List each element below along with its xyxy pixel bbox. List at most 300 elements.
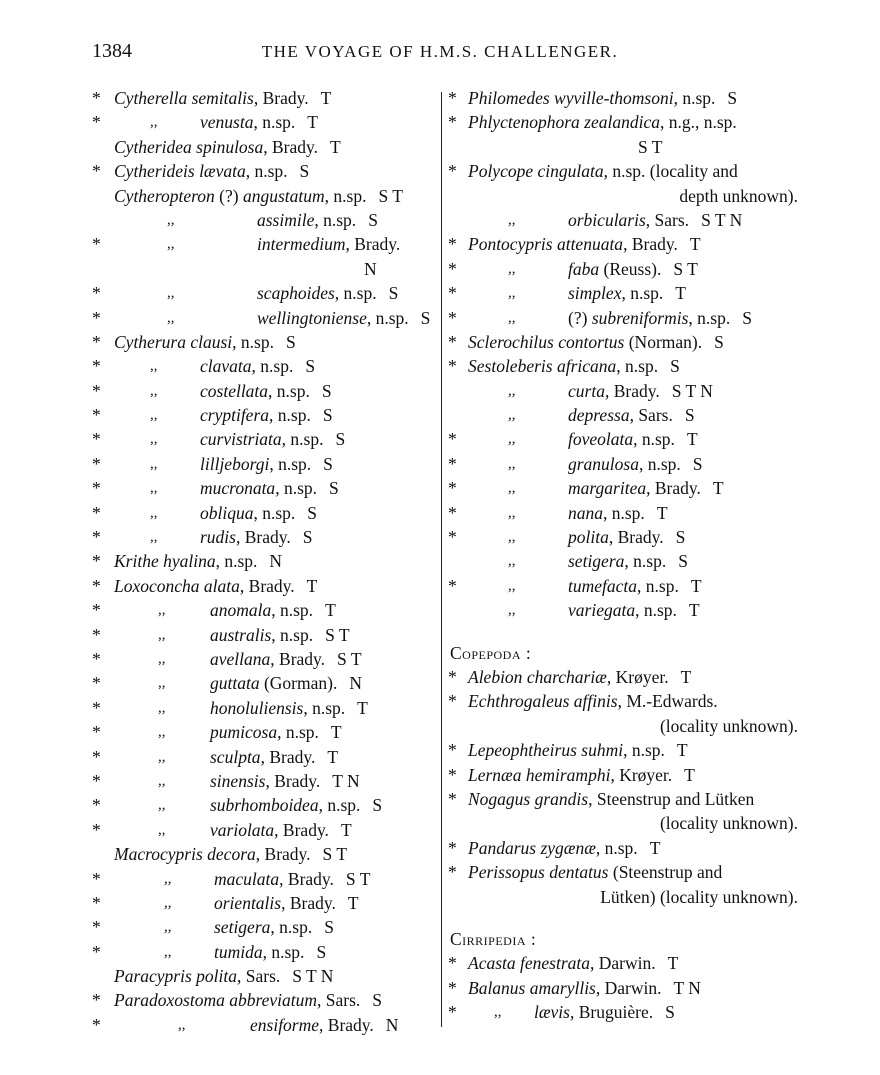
author-text: (Reuss). <box>599 258 662 279</box>
entry-text <box>210 793 382 817</box>
ditto-mark: ,, <box>158 821 166 838</box>
station-code: N <box>349 673 362 694</box>
species-name: setigera <box>214 917 271 938</box>
asterisk-mark: * <box>92 795 101 816</box>
list-item <box>92 988 437 1012</box>
author-text: , Sars. <box>629 405 673 426</box>
station-code: S <box>307 502 318 523</box>
asterisk-mark: * <box>448 1002 457 1023</box>
list-item <box>92 525 437 549</box>
author-text: , n.sp. <box>271 624 314 645</box>
author-text: , n.sp. <box>232 331 274 352</box>
ditto-mark: ,, <box>508 285 516 302</box>
entry-text <box>257 281 398 305</box>
ditto-mark: ,, <box>150 504 158 521</box>
species-name: attenuata <box>556 234 624 255</box>
station-code: N <box>269 551 283 572</box>
entry-text <box>468 951 678 975</box>
species-name: polita <box>196 966 237 987</box>
species-name: variegata <box>568 600 636 621</box>
station-code: N <box>385 1014 399 1035</box>
ditto-mark: ,, <box>508 309 516 326</box>
species-name: affinis <box>573 691 618 712</box>
genus-name: Echthrogaleus <box>468 691 570 712</box>
station-code: T <box>330 136 341 157</box>
station-code: S <box>714 331 724 352</box>
author-text: , n.sp. <box>673 88 716 108</box>
list-item <box>448 714 798 738</box>
list-item <box>448 574 798 598</box>
asterisk-mark: * <box>448 764 457 785</box>
entry-text <box>114 964 333 988</box>
species-name: clausi <box>190 331 233 352</box>
list-item <box>448 135 798 159</box>
species-name: hemiramphi <box>525 764 611 785</box>
genus-name: Lepeophtheirus <box>468 740 577 761</box>
ditto-mark: ,, <box>508 553 516 570</box>
query-mark: (?) <box>568 307 592 328</box>
continuation-text: Lütken) (locality unknown). <box>600 886 798 907</box>
list-item <box>448 354 798 378</box>
ditto-mark: ,, <box>158 772 166 789</box>
entry-text <box>568 525 685 549</box>
author-text: , n.sp. <box>275 478 317 499</box>
species-name: tumida <box>214 941 263 962</box>
entry-text <box>210 623 350 647</box>
species-name: wellingtoniense <box>257 307 367 328</box>
entry-text <box>214 891 359 915</box>
station-code: S T N <box>292 966 334 987</box>
list-item <box>448 427 798 451</box>
entry-text <box>468 787 754 811</box>
continuation-text: (locality unknown). <box>659 715 798 736</box>
list-item <box>92 671 437 695</box>
asterisk-mark: * <box>448 283 457 304</box>
list-item <box>92 330 437 354</box>
species-name: angustatum <box>242 185 325 206</box>
entry-text <box>568 501 668 525</box>
species-name: decora <box>207 844 256 865</box>
species-name: cryptifera <box>200 405 270 426</box>
entry-text <box>568 403 695 427</box>
station-code: S <box>670 356 680 377</box>
station-code: S <box>692 453 703 474</box>
author-text: , Brady. <box>239 575 295 596</box>
entry-text <box>200 354 315 378</box>
asterisk-mark: * <box>92 502 101 523</box>
author-text: , Brady. <box>608 527 664 548</box>
station-code: T <box>676 740 688 761</box>
list-item <box>92 184 437 208</box>
asterisk-mark: * <box>92 600 101 621</box>
ditto-mark: ,, <box>508 577 516 594</box>
entry-text <box>210 696 368 720</box>
list-item <box>92 720 437 744</box>
species-name: subreniformis <box>591 307 689 328</box>
list-item <box>448 909 798 927</box>
entry-text <box>468 689 718 713</box>
list-item <box>448 623 798 641</box>
ditto-mark: ,, <box>508 602 516 619</box>
genus-name: Lernæa <box>468 764 522 785</box>
list-item <box>92 403 437 427</box>
entry-text <box>468 836 660 860</box>
species-name: semitalis <box>191 88 254 108</box>
station-code: T <box>688 600 700 621</box>
entry-text <box>568 427 698 451</box>
station-code: S <box>323 453 333 474</box>
station-code: N <box>364 258 377 279</box>
genus-name: Krithe <box>114 551 159 572</box>
asterisk-mark: * <box>448 953 457 974</box>
asterisk-mark: * <box>448 691 457 712</box>
list-item <box>92 549 437 573</box>
list-item <box>92 842 437 866</box>
genus-name: Polycope <box>468 161 534 182</box>
station-code: S <box>368 209 378 230</box>
species-name: maculata <box>214 868 280 889</box>
author-text: , Sars. <box>317 990 361 1011</box>
station-code: S <box>665 1002 675 1023</box>
list-item <box>448 476 798 500</box>
author-text: , n.sp. (locality and <box>603 161 738 182</box>
asterisk-mark: * <box>92 575 101 596</box>
author-text: , n.sp. <box>245 161 288 182</box>
ditto-mark: ,, <box>158 699 166 716</box>
species-name: costellata <box>200 380 269 401</box>
author-text: , Sars. <box>645 209 690 230</box>
entry-text <box>600 885 798 909</box>
station-code: T <box>327 746 339 767</box>
list-item <box>448 598 798 622</box>
asterisk-mark: * <box>92 648 101 669</box>
entry-text <box>114 86 331 110</box>
asterisk-mark: * <box>448 788 457 809</box>
page-header <box>0 40 880 70</box>
ditto-mark: ,, <box>158 797 166 814</box>
list-item <box>92 1013 437 1037</box>
author-text: , n.sp. <box>623 740 665 761</box>
station-code: S <box>684 405 695 426</box>
genus-name: Alebion <box>468 666 523 687</box>
asterisk-mark: * <box>448 502 457 523</box>
author-text: , Brady. <box>279 868 334 889</box>
species-name: mucronata <box>200 478 276 499</box>
species-name: fenestrata <box>520 953 591 974</box>
list-item <box>448 689 798 713</box>
list-item <box>448 208 798 232</box>
author-text: , Brady. <box>255 844 311 865</box>
genus-name: Nogagus <box>468 788 531 809</box>
entry-text <box>468 738 688 762</box>
ditto-mark: ,, <box>167 309 175 326</box>
species-name: sinensis <box>210 770 266 791</box>
author-text: , n.sp. <box>624 551 667 572</box>
station-code: T <box>325 600 336 621</box>
species-name: cingulata <box>537 161 604 182</box>
ditto-mark: ,, <box>508 504 516 521</box>
entry-text <box>114 135 341 159</box>
species-name: foveolata <box>568 429 634 450</box>
species-name: charchariæ <box>526 666 607 687</box>
asterisk-mark: * <box>448 527 457 548</box>
ditto-mark: ,, <box>150 529 158 546</box>
author-text: , n.sp. <box>251 356 294 377</box>
ditto-mark: ,, <box>158 626 166 643</box>
asterisk-mark: * <box>448 862 457 883</box>
entry-text <box>660 811 798 835</box>
ditto-mark: ,, <box>150 358 158 375</box>
entry-text <box>568 306 752 330</box>
station-code: S T <box>673 258 698 279</box>
asterisk-mark: * <box>448 977 457 998</box>
asterisk-mark: * <box>92 380 101 401</box>
entry-text <box>468 665 691 689</box>
list-item <box>448 257 798 281</box>
asterisk-mark: * <box>448 88 457 108</box>
asterisk-mark: * <box>92 819 101 840</box>
asterisk-mark: * <box>448 258 457 279</box>
author-text: , n.sp. <box>268 380 310 401</box>
author-text: , n.g., n.sp. <box>659 112 737 133</box>
asterisk-mark: * <box>92 478 101 499</box>
genus-name: Paradoxostoma <box>114 990 225 1011</box>
entry-text <box>200 403 333 427</box>
species-name: lilljeborgi <box>200 453 270 474</box>
continuation-text: depth unknown). <box>679 185 798 206</box>
entry-text <box>114 549 282 573</box>
station-code: S <box>329 478 339 499</box>
list-item <box>448 976 798 1000</box>
genus-name: Sestoleberis <box>468 356 553 377</box>
asterisk-mark: * <box>92 673 101 694</box>
author-text: , n.sp. <box>688 307 731 328</box>
species-name: depressa <box>568 405 630 426</box>
entry-text <box>568 549 688 573</box>
station-code: S <box>742 307 752 328</box>
station-code: S <box>299 161 310 182</box>
entry-text <box>468 232 701 256</box>
author-text: , Brady. <box>235 527 291 548</box>
author-text: , n.sp. <box>269 453 312 474</box>
list-item <box>92 86 437 110</box>
entry-text <box>114 184 403 208</box>
author-text: , n.sp. <box>633 429 675 450</box>
ditto-mark: ,, <box>150 382 158 399</box>
station-code: S <box>321 380 332 401</box>
entry-text <box>257 306 430 330</box>
station-code: S <box>675 527 686 548</box>
author-text: , n.sp. <box>318 795 361 816</box>
list-item <box>92 769 437 793</box>
ditto-mark: ,, <box>494 1004 502 1021</box>
station-code: T N <box>673 977 701 998</box>
station-code: S <box>285 331 296 352</box>
entry-text <box>200 501 317 525</box>
species-name: australis <box>210 624 272 645</box>
genus-name: Pontocypris <box>468 234 553 255</box>
genus-name: Perissopus <box>468 862 545 883</box>
ditto-mark: ,, <box>508 211 516 228</box>
species-name: honoluliensis <box>210 697 304 718</box>
entry-text <box>568 281 686 305</box>
genus-name: Cytherella <box>114 88 188 108</box>
station-code: T <box>320 88 332 108</box>
entry-text <box>568 379 713 403</box>
list-item <box>92 452 437 476</box>
species-name: scaphoides <box>257 283 335 304</box>
species-name: lævis <box>534 1002 570 1023</box>
entry-text <box>257 232 400 256</box>
ditto-mark: ,, <box>164 943 172 960</box>
species-name: lævata <box>199 161 246 182</box>
list-item <box>92 793 437 817</box>
asterisk-mark: * <box>448 356 457 377</box>
entry-text <box>200 476 339 500</box>
list-item <box>92 501 437 525</box>
author-text: , n.sp. <box>262 941 305 962</box>
species-name: grandis <box>534 788 589 809</box>
asterisk-mark: * <box>92 990 101 1011</box>
station-code: T <box>347 892 359 913</box>
entry-text <box>210 745 338 769</box>
author-text: , Krøyer. <box>606 666 669 687</box>
entry-text <box>534 1000 675 1024</box>
genus-name: Pandarus <box>468 837 537 858</box>
list-item <box>448 549 798 573</box>
station-code: T <box>330 722 342 743</box>
ditto-mark: ,, <box>508 382 516 399</box>
entry-text <box>468 354 680 378</box>
station-code: S T <box>638 136 663 157</box>
ditto-mark: ,, <box>158 650 166 667</box>
asterisk-mark: * <box>92 429 101 450</box>
author-text: , Bruguière. <box>569 1002 654 1023</box>
continuation-text: (locality unknown). <box>659 813 798 834</box>
station-code: S <box>388 283 399 304</box>
asterisk-mark: * <box>448 740 457 761</box>
ditto-mark: ,, <box>158 675 166 692</box>
entry-text <box>200 427 345 451</box>
author-text: , Brady. <box>274 819 329 840</box>
asterisk-mark: * <box>448 837 457 858</box>
species-name: intermedium <box>257 234 346 255</box>
asterisk-mark: * <box>92 941 101 962</box>
asterisk-mark: * <box>92 161 101 182</box>
species-name: anomala <box>210 600 272 621</box>
species-name: setigera <box>568 551 625 572</box>
station-code: T <box>340 819 352 840</box>
species-name: polita <box>568 527 609 548</box>
entry-text <box>210 818 352 842</box>
list-item <box>92 891 437 915</box>
entry-text <box>200 110 318 134</box>
entry-text <box>250 1013 398 1037</box>
ditto-mark: ,, <box>508 455 516 472</box>
asterisk-mark: * <box>92 892 101 913</box>
entry-text <box>568 476 724 500</box>
entry-text <box>468 860 722 884</box>
station-code: T <box>675 283 686 304</box>
asterisk-mark: * <box>92 917 101 938</box>
list-item <box>92 940 437 964</box>
species-name: spinulosa <box>196 136 264 157</box>
asterisk-mark: * <box>92 770 101 791</box>
list-item <box>448 860 798 884</box>
ditto-mark: ,, <box>508 260 516 277</box>
list-item <box>92 818 437 842</box>
list-item <box>92 354 437 378</box>
author-text: , n.sp. <box>334 283 377 304</box>
asterisk-mark: * <box>448 478 457 499</box>
ditto-mark: ,, <box>150 407 158 424</box>
list-item <box>448 232 798 256</box>
author-text: , n.sp. <box>621 283 664 304</box>
species-name: wyville-thomsoni <box>554 88 674 108</box>
entry-text <box>468 763 695 787</box>
section-heading: Copepoda : <box>450 642 532 663</box>
station-code: T <box>357 697 368 718</box>
author-text: , n.sp. <box>269 405 311 426</box>
species-name: ensiforme <box>250 1014 320 1035</box>
species-name: rudis <box>200 527 236 548</box>
species-name: contortus <box>558 331 625 352</box>
entry-text <box>114 159 309 183</box>
author-text: , n.sp. <box>253 112 296 133</box>
species-name: nana <box>568 502 603 523</box>
author-text: , Brady. <box>623 234 678 255</box>
author-text: , Krøyer. <box>610 764 673 785</box>
entry-text <box>210 720 342 744</box>
list-item <box>448 787 798 811</box>
author-text: , Brady. <box>260 746 316 767</box>
author-text: , n.sp. <box>303 697 346 718</box>
ditto-mark: ,, <box>158 748 166 765</box>
list-item <box>92 745 437 769</box>
section-heading: Cirripedia : <box>450 928 537 949</box>
list-item <box>448 403 798 427</box>
ditto-mark: ,, <box>508 480 516 497</box>
list-item <box>92 696 437 720</box>
list-item <box>92 915 437 939</box>
station-code: S <box>324 917 334 938</box>
list-item <box>448 379 798 403</box>
running-title: THE VOYAGE OF H.M.S. CHALLENGER. <box>261 42 619 61</box>
station-code: T <box>712 478 724 499</box>
asterisk-mark: * <box>92 234 101 255</box>
asterisk-mark: * <box>92 697 101 718</box>
list-item <box>92 427 437 451</box>
entry-text <box>210 598 336 622</box>
asterisk-mark: * <box>448 112 457 133</box>
species-name: hyalina <box>163 551 216 572</box>
entry-text <box>200 379 332 403</box>
list-item <box>448 836 798 860</box>
list-item <box>92 135 437 159</box>
author-text: , Brady. <box>604 380 660 401</box>
list-item <box>92 476 437 500</box>
asterisk-mark: * <box>92 722 101 743</box>
entry-text <box>679 184 798 208</box>
list-item <box>92 598 437 622</box>
column-divider <box>441 92 442 1027</box>
species-name: curta <box>568 380 605 401</box>
station-code: T <box>649 837 661 858</box>
entry-text <box>468 110 737 134</box>
station-code: T <box>686 429 698 450</box>
station-code: S <box>727 88 738 108</box>
station-code: S T <box>337 648 362 669</box>
